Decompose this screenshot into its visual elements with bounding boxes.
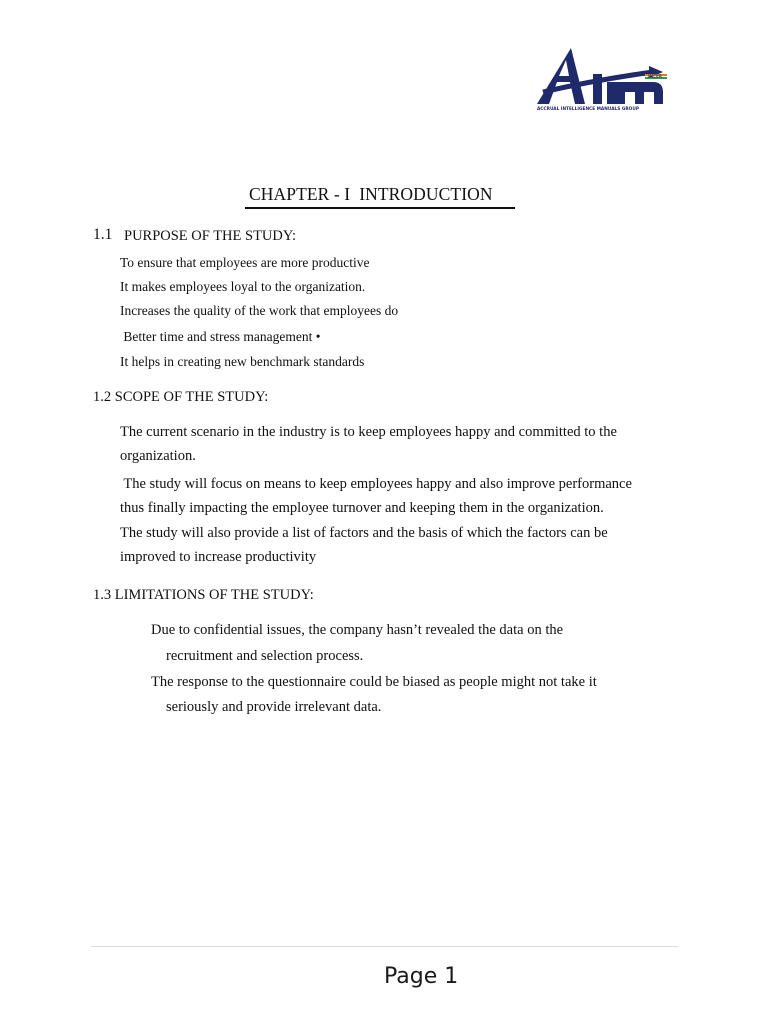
purpose-item: Better time and stress management • xyxy=(120,329,321,344)
page-number: Page 1 xyxy=(384,964,459,989)
limitation-line: seriously and provide irrelevant data. xyxy=(166,699,382,715)
chapter-title-underline xyxy=(245,207,515,209)
limitation-line: Due to confidential issues, the company hasn’t revealed the data on the xyxy=(151,622,564,638)
section-heading: 1.3 LIMITATIONS OF THE STUDY: xyxy=(93,587,314,603)
logo-tagline: ACCRUAL INTELLIGENCE MANUALS GROUP xyxy=(537,107,639,112)
purpose-item: To ensure that employees are more productive xyxy=(120,255,370,270)
scope-line: thus finally impacting the employee turnover and keeping them in the organization. xyxy=(120,500,604,516)
section-heading: PURPOSE OF THE STUDY: xyxy=(124,228,297,244)
scope-line: improved to increase productivity xyxy=(120,549,317,565)
chapter-title: CHAPTER - I INTRODUCTION xyxy=(249,184,493,204)
limitation-line: recruitment and selection process. xyxy=(166,648,364,664)
company-logo xyxy=(535,46,671,118)
scope-line: The current scenario in the industry is to keep employees happy and committed to the xyxy=(120,424,617,440)
scope-line: organization. xyxy=(120,448,196,464)
scope-line: The study will also provide a list of factors and the basis of which the factors can be xyxy=(120,525,608,541)
purpose-item: It makes employees loyal to the organization. xyxy=(120,279,366,294)
limitation-line: The response to the questionnaire could be biased as people might not take it xyxy=(151,674,597,690)
purpose-item: It helps in creating new benchmark standards xyxy=(120,354,365,369)
purpose-item: Increases the quality of the work that employees do xyxy=(120,303,399,318)
section-heading: 1.2 SCOPE OF THE STUDY: xyxy=(93,389,269,405)
logo-india-tag: INDIA xyxy=(648,74,662,80)
scope-line: The study will focus on means to keep employees happy and also improve performance xyxy=(120,476,632,492)
section-number: 1.1 xyxy=(93,226,113,243)
footer-divider xyxy=(91,946,678,947)
